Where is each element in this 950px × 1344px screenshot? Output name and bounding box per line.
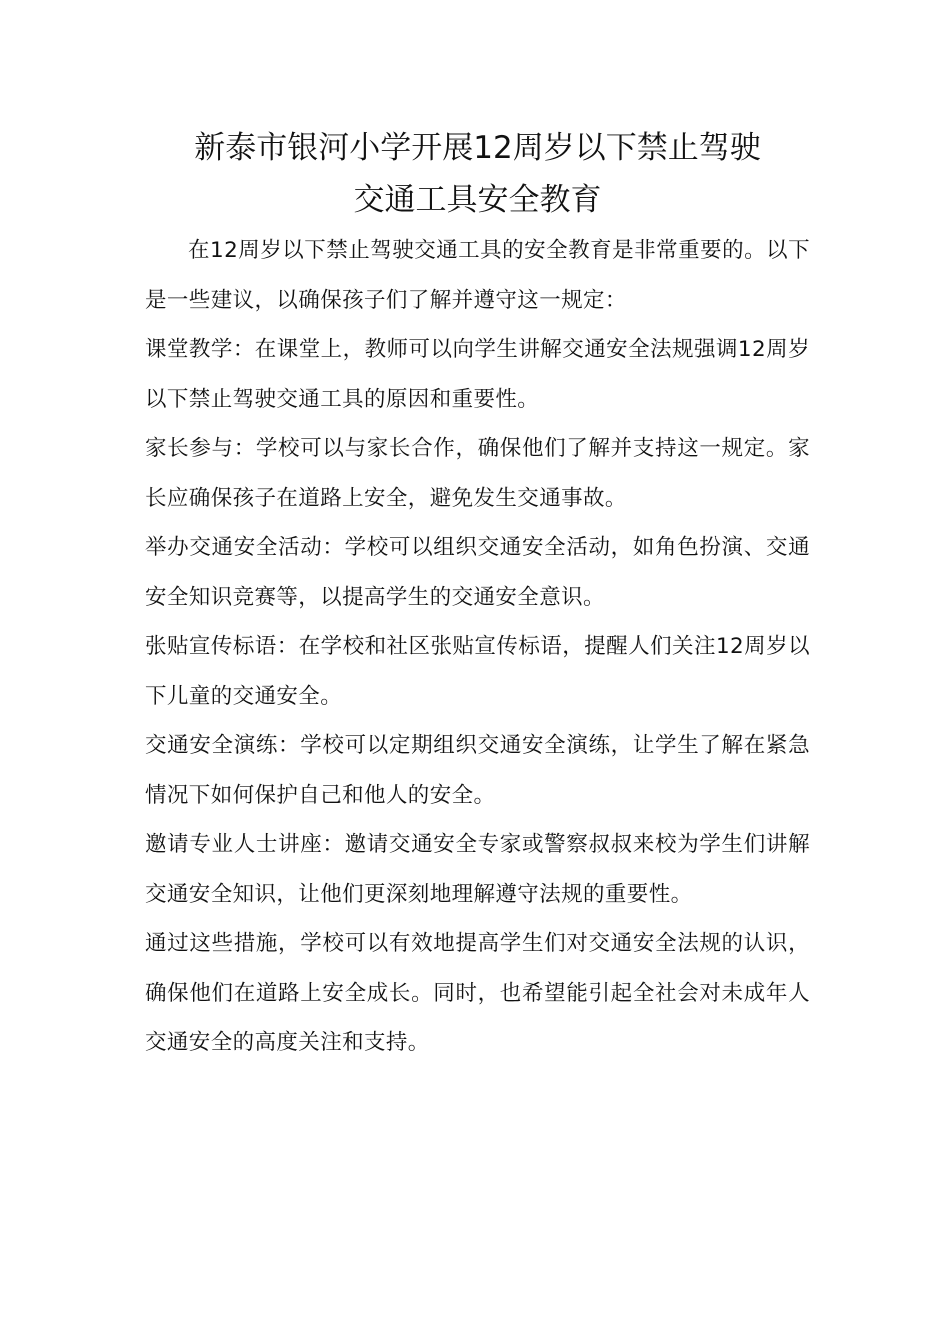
document-page [145,122,810,1068]
title-line-2: 交通工具安全教育 [353,182,602,218]
intro-paragraph: 在12周岁以下禁止驾驶交通工具的安全教育是非常重要的。以下是一些建议，以确保孩子们了解并遵守这一规定： [145,238,810,313]
document-body [145,226,810,1068]
paragraph-safety-activities: 举办交通安全活动：学校可以组织交通安全活动，如角色扮演、交通安全知识竞赛等，以提高学生的交通安全意识。 [145,535,810,610]
paragraph-safety-drills: 交通安全演练：学校可以定期组织交通安全演练，让学生了解在紧急情况下如何保护自己和他人的安全。 [145,733,810,808]
paragraph-conclusion: 通过这些措施，学校可以有效地提高学生们对交通安全法规的认识，确保他们在道路上安全成长。同时，也希望能引起全社会对未成年人交通安全的高度关注和支持。 [145,931,810,1055]
title-line-1: 新泰市银河小学开展12周岁以下禁止驾驶 [194,130,761,166]
paragraph-parent-participation: 家长参与：学校可以与家长合作，确保他们了解并支持这一规定。家长应确保孩子在道路上安全，避免发生交通事故。 [145,436,810,511]
paragraph-expert-lectures: 邀请专业人士讲座：邀请交通安全专家或警察叔叔来校为学生们讲解交通安全知识，让他们更深刻地理解遵守法规的重要性。 [145,832,810,907]
paragraph-classroom-teaching: 课堂教学：在课堂上，教师可以向学生讲解交通安全法规强调12周岁以下禁止驾驶交通工具的原因和重要性。 [145,337,810,412]
document-title [145,122,810,226]
paragraph-posting-slogans: 张贴宣传标语：在学校和社区张贴宣传标语，提醒人们关注12周岁以下儿童的交通安全。 [145,634,810,709]
